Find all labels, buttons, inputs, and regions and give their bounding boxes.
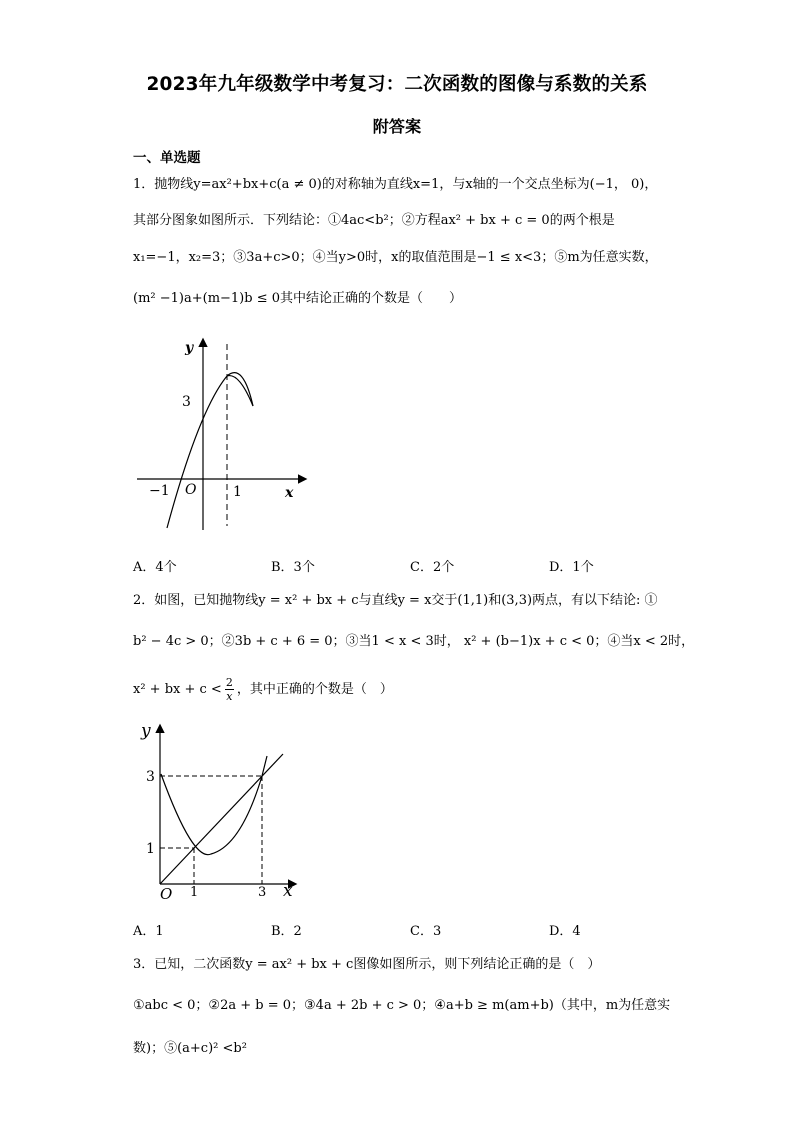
q1-x-label: x (285, 485, 294, 501)
q1-tick-1: 1 (233, 484, 242, 500)
q2-options (0, 920, 794, 940)
q2-option-c[interactable]: C．3 (410, 924, 442, 939)
q1-options (0, 556, 794, 576)
q1-parabola-curve (167, 373, 253, 528)
q1-option-b[interactable]: B．3个 (271, 560, 315, 575)
q2-parabola-curve (161, 756, 267, 855)
q2-origin: O (160, 885, 173, 902)
q2-line-3 (133, 676, 393, 703)
q2-inequality-left: x² + bx + c < (133, 681, 222, 697)
q2-line-1: 2．如图，已知抛物线y = x² + bx + c与直线y = x交于(1,1)和(3,3)两点，有以下结论: ① (133, 593, 658, 608)
q1-line-4: (m² −1)a+(m−1)b ≤ 0其中结论正确的个数是（ ） (133, 291, 463, 306)
q3-line-2: ①abc < 0；②2a + b = 0；③4a + 2b + c > 0；④a+b ≥ m(am+b)（其中，m为任意实 (133, 998, 671, 1013)
q1-origin: O (185, 482, 197, 498)
q2-option-b[interactable]: B．2 (271, 924, 302, 939)
q2-tick-x1: 1 (190, 885, 199, 900)
q3-line-3: 数)；⑤(a+c)² <b² (133, 1041, 247, 1056)
section-heading: 一、单选题 (133, 150, 201, 166)
q1-tick-3: 3 (182, 394, 191, 410)
q2-fraction-denominator: x (226, 690, 233, 703)
q1-parabola-graph (135, 330, 315, 535)
q2-y-label: y (141, 721, 151, 741)
q1-option-a[interactable]: A．4个 (133, 560, 177, 575)
q1-y-label: y (185, 340, 194, 356)
q2-line-2: b² − 4c > 0；②3b + c + 6 = 0；③当1 < x < 3时， x² + (b−1)x + c < 0；④当x < 2时， (133, 634, 695, 649)
q2-tick-x3: 3 (258, 885, 267, 900)
q1-line-1: 1．抛物线y=ax²+bx+c(a ≠ 0)的对称轴为直线x=1，与x轴的一个交点坐标为(−1， 0)， (133, 177, 658, 192)
q1-line-2: 其部分图象如图所示．下列结论：①4ac<b²；②方程ax² + bx + c = 0的两个根是 (133, 213, 615, 228)
q1-line-3: x₁=−1，x₂=3；③3a+c>0；④当y>0时，x的取值范围是−1 ≤ x<3；⑤m为任意实数， (133, 250, 658, 265)
q1-option-d[interactable]: D．1个 (549, 560, 594, 575)
q3-line-1: 3．已知，二次函数y = ax² + bx + c图像如图所示，则下列结论正确的是（ ） (133, 957, 601, 972)
q2-tick-y3: 3 (146, 769, 155, 785)
q2-fraction-numerator: 2 (225, 676, 233, 689)
q2-fraction (225, 676, 234, 703)
q2-option-d[interactable]: D．4 (549, 924, 581, 939)
document-subtitle: 附答案 (372, 117, 422, 136)
q2-option-a[interactable]: A．1 (133, 924, 164, 939)
q2-tick-y1: 1 (146, 841, 155, 857)
q1-option-c[interactable]: C．2个 (410, 560, 455, 575)
q2-question-tail: ，其中正确的个数是（ ） (236, 681, 393, 697)
q2-parabola-line-graph (133, 712, 313, 902)
document-title: 2023年九年级数学中考复习：二次函数的图像与系数的关系 (146, 74, 648, 95)
q2-x-label: x (283, 881, 293, 901)
q1-tick-neg1: −1 (149, 483, 170, 499)
q2-line-y-equals-x (160, 754, 283, 884)
